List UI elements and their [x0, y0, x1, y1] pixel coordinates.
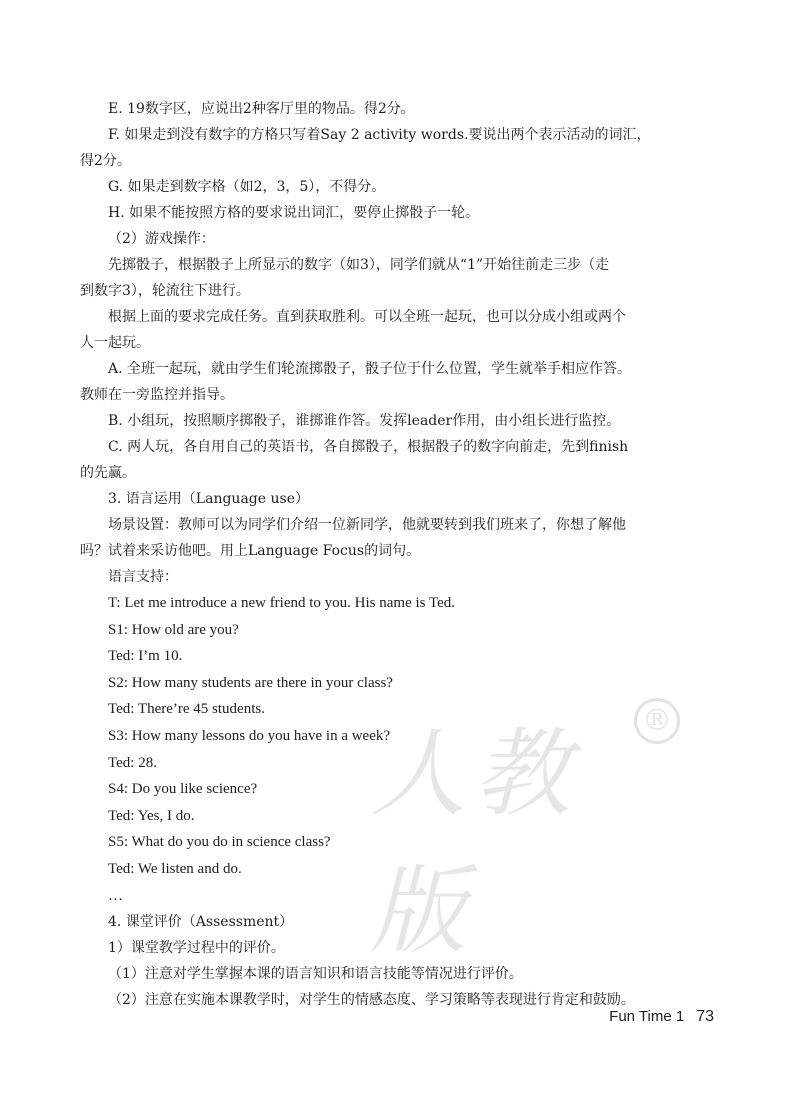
section-4-heading: 4. 课堂评价（Assessment）: [108, 914, 294, 931]
dialogue-line: Ted: Yes, I do.: [108, 807, 195, 824]
game-operation-heading: （2）游戏操作：: [108, 231, 215, 247]
task-line1: 根据上面的要求完成任务。直到获取胜利。可以全班一起玩，也可以分成小组或两个: [108, 309, 626, 325]
page-number: 73: [696, 1008, 714, 1025]
mode-c-line2: 的先赢。: [80, 465, 136, 481]
mode-a-line1: A. 全班一起玩，就由学生们轮流掷骰子，骰子位于什么位置，学生就举手相应作答。: [108, 361, 632, 377]
operation-line2: 到数字3），轮流往下进行。: [80, 283, 250, 299]
operation-line1: 先掷骰子，根据骰子上所显示的数字（如3），同学们就从“1”开始往前走三步（走: [108, 257, 610, 273]
section-name: Fun Time 1: [609, 1008, 685, 1025]
dialogue-line: S1: How old are you?: [108, 621, 239, 638]
dialogue-ellipsis: …: [108, 887, 123, 904]
dialogue-line: S3: How many lessons do you have in a week?: [108, 727, 391, 744]
watermark-text: 人教版: [370, 718, 578, 967]
page-body: [80, 96, 720, 1013]
rule-e: E. 19数字区，应说出2种客厅里的物品。得2分。: [108, 101, 415, 117]
mode-c-line1: C. 两人玩，各自用自己的英语书，各自掷骰子，根据骰子的数字向前走，先到finish: [108, 439, 629, 455]
dialogue-line: S2: How many students are there in your class?: [108, 674, 393, 691]
section-3-heading: 3. 语言运用（Language use）: [108, 491, 309, 507]
dialogue-line: S5: What do you do in science class?: [108, 834, 331, 851]
rule-g: G. 如果走到数字格（如2，3，5），不得分。: [108, 179, 386, 195]
assessment-item-1-1: （1）注意对学生掌握本课的语言知识和语言技能等情况进行评价。: [108, 966, 523, 983]
rule-h: H. 如果不能按照方格的要求说出词汇，要停止掷骰子一轮。: [108, 205, 480, 221]
mode-b: B. 小组玩，按照顺序掷骰子，谁掷谁作答。发挥leader作用，由小组长进行监控。: [108, 413, 621, 429]
dialogue-line: T: Let me introduce a new friend to you. His name is Ted.: [108, 595, 455, 611]
mode-a-line2: 教师在一旁监控并指导。: [80, 387, 234, 403]
rule-f-line1: F. 如果走到没有数字的方格只写着Say 2 activity words.要说出两个表示活动的词汇，: [108, 127, 651, 143]
dialogue: [80, 590, 720, 909]
registered-mark: ®: [634, 698, 680, 744]
dialogue-line: Ted: We listen and do.: [108, 860, 242, 877]
scene-line2: 吗？试着来采访他吧。用上Language Focus的词句。: [80, 543, 421, 559]
task-line2: 人一起玩。: [80, 335, 150, 351]
dialogue-line: Ted: There’re 45 students.: [108, 701, 265, 718]
assessment-item-1-2: （2）注意在实施本课教学时，对学生的情感态度、学习策略等表现进行肯定和鼓励。: [108, 992, 635, 1009]
dialogue-line: Ted: I’m 10.: [108, 648, 183, 665]
language-support-heading: 语言支持：: [108, 569, 178, 585]
dialogue-line: S4: Do you like science?: [108, 781, 258, 798]
scene-line1: 场景设置：教师可以为同学们介绍一位新同学，他就要转到我们班来了，你想了解他: [108, 517, 626, 533]
assessment-item-1: 1）课堂教学过程中的评价。: [108, 940, 285, 957]
dialogue-line: Ted: 28.: [108, 754, 157, 771]
rule-f-line2: 得2分。: [80, 153, 131, 169]
